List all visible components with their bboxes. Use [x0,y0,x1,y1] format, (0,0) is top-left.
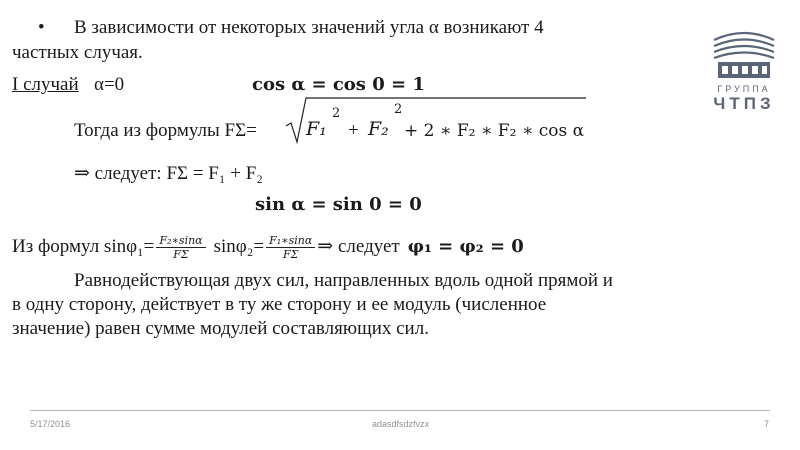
follows-phi: ⇒ следует [317,236,400,257]
fraction-1-numerator: F₂∗sinα [156,234,205,248]
page-number: 7 [764,419,770,429]
case-condition: α=0 [94,74,125,95]
bullet: • [38,17,45,38]
fraction-2-denominator: FΣ [282,247,299,261]
paragraph-line-2: в одну сторону, действует в ту же сторону и ее модуль (численное [12,294,547,315]
phi-line [12,227,524,267]
sqrt-square-2: 2 [394,102,403,117]
footer-date: 5/17/2016 [30,419,71,429]
paragraph-line-3: значение) равен сумме модулей составляющих сил. [12,318,429,339]
sin-equation: sin α = sin 0 = 0 [255,194,422,215]
company-logo [708,24,780,124]
footer-divider [30,410,770,411]
sqrt-plus-1: + [348,120,359,141]
from-formulas-text: Из формул sinφ₁= [12,236,155,257]
sqrt-f1: F₁ [306,118,327,140]
paragraph-line-1: Равнодействующая двух сил, направленных вдоль одной прямой и [74,270,613,291]
follows-sum: ⇒ следует: FΣ = F₁ + F₂ [74,163,263,184]
sqrt-f2: F₂ [368,118,389,140]
sqrt-rest: + 2 ∗ F₂ ∗ F₂ ∗ cos α [404,121,585,141]
fraction-2 [266,234,315,261]
logo-line-1: ГРУППА [717,84,771,94]
fraction-2-numerator: F₁∗sinα [266,234,315,248]
then-formula-text: Тогда из формулы FΣ= [74,120,257,141]
logo-emblem-icon [708,24,780,82]
intro-line-2: частных случая. [12,42,143,63]
case-label: I случай [12,74,79,95]
intro-line-1: В зависимости от некоторых значений угла α возникают 4 [74,17,544,38]
fraction-1 [156,234,205,261]
logo-line-2: ЧТПЗ [713,94,775,113]
sin-phi2-text: sinφ₂= [213,236,265,257]
phi-equation: φ₁ = φ₂ = 0 [407,236,524,257]
sqrt-square-1: 2 [332,106,341,121]
cos-equation: cos α = cos 0 = 1 [252,74,425,95]
footer-center-text: adasdfsdzfvzx [372,419,430,429]
fraction-1-denominator: FΣ [173,247,189,261]
